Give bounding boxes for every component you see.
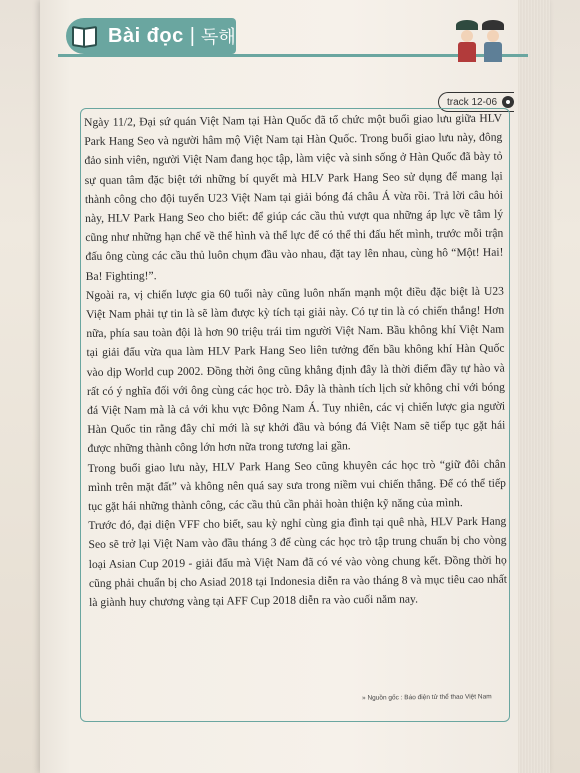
book-icon [72, 25, 96, 47]
paragraph: Ngoài ra, vị chiến lược gia 60 tuổi này cũng luôn nhấn mạnh một điều đặc biệt là U23 Việt Nam phải tự tin là sẽ làm được kỳ tích tại giải này. Có tự tin là có chiến thắng! Hơn nữa, phía sau toàn đội là hơn 90 triệu trái tim người Việt Nam. Bầu không khí Việt Nam tại giải đấu vừa qua làm HLV Park Hang Seo liên tưởng đến bầu không khí Hàn Quốc vào dịp World cup 2002. Đồng thời ông cũng khẳng định đây là thời điểm đầy tự hào và rất có ý nghĩa đối với ông cùng các học trò. Đây là thành tích lịch sử không chỉ với bóng đá Việt Nam mà là cả với khu vực Đông Nam Á. Tuy nhiên, các vị chiến lược gia người Hàn Quốc tin rằng đây chỉ mới là sự khởi đầu và bóng đá Việt Nam sẽ tiếp tục gặt hái được những thành công lớn hơn nữa trong tương lai gần. [85, 284, 506, 456]
audio-disc-icon [502, 96, 514, 108]
person-icon [482, 20, 504, 62]
person-icon [456, 20, 478, 62]
reading-text [84, 109, 507, 613]
paragraph: Ngày 11/2, Đại sứ quán Việt Nam tại Hàn Quốc đã tổ chức một buổi giao lưu giữa HLV Park Hang Seo và người hâm mộ Việt Nam tại Hàn Quốc. Trong buổi giao lưu này, đông đảo sinh viên, người Việt Nam đang học tập, làm việc và sinh sống ở Hàn Quốc đã bày tỏ sự quan tâm đặc biệt tới những bí quyết mà HLV Park Hang Seo sử dụng để mang lại thành công cho đội tuyển U23 Việt Nam tại giải bóng đá châu Á vừa rồi. Trả lời câu hỏi này, HLV Park Hang Seo cho biết: để giúp các cầu thủ vượt qua những áp lực về tâm lý cũng như những hạn chế về thể hình và thể lực để có thể thi đấu hết mình, trước mỗi trận đấu ông cùng các cầu thủ luôn chụm đầu vào nhau, đặt tay lên nhau, cùng hô “Một! Hai! Ba! Fighting!”. [84, 111, 504, 283]
paragraph: Trước đó, đại diện VFF cho biết, sau kỳ nghỉ cùng gia đình tại quê nhà, HLV Park Hang Seo sẽ trở lại Việt Nam vào đầu tháng 3 để cùng các học trò tập trung chuẩn bị cho vòng loại Asian Cup 2019 - giải đấu mà Việt Nam đã có vé vào vòng chung kết. Đồng thời họ cũng phải chuẩn bị cho Asiad 2018 tại Indonesia diễn ra vào tháng 8 và mục tiêu cao nhất là giành huy chương vàng tại AFF Cup 2018 diễn ra vào cuối năm nay. [88, 514, 507, 610]
section-subtitle: 독해 [200, 27, 236, 48]
section-title: Bài đọc [108, 24, 184, 47]
people-illustration [448, 20, 518, 62]
source-citation: » Nguồn gốc : Báo điện tử thể thao Việt Nam [361, 693, 492, 702]
section-header [66, 18, 236, 54]
track-label: track 12-06 [447, 96, 498, 108]
paragraph: Trong buổi giao lưu này, HLV Park Hang Seo cũng khuyên các học trò “giữ đôi chân mình trên mặt đất” và không nên quá say sưa trong niềm vui chiến thắng. Để có thể tiếp tục gặt hái những thành công, các cầu thủ cần phải hoàn thiện kỹ năng của mình. [87, 457, 506, 514]
title-separator: | [189, 24, 195, 47]
page-edge [518, 0, 550, 773]
